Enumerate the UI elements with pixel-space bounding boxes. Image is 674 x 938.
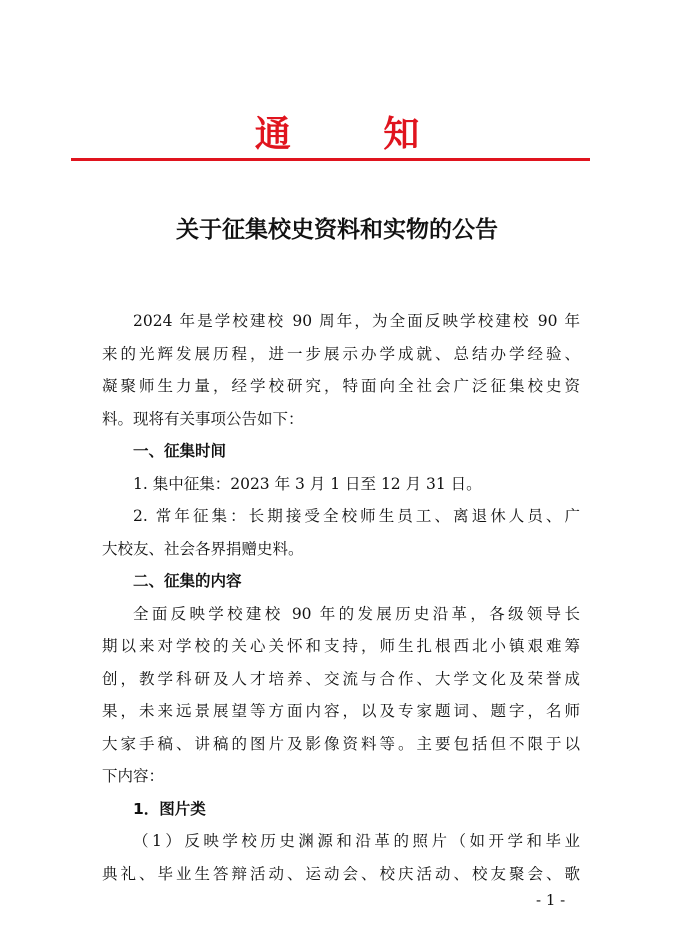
section2-paragraph <box>102 598 580 793</box>
notice-title: 通 知 <box>254 113 460 155</box>
section2-line: 期以来对学校的关心关怀和支持，师生扎根西北小镇艰难筹 <box>102 637 580 655</box>
page-number: - 1 - <box>536 891 566 909</box>
section1-item2-line: 大校友、社会各界捐赠史料。 <box>102 539 304 558</box>
intro-line: 料。现将有关事项公告如下： <box>102 409 304 428</box>
section2-line: 创，教学科研及人才培养、交流与合作、大学文化及荣誉成 <box>102 669 580 688</box>
section2-line: 下内容： <box>102 767 165 785</box>
item-1-1-paragraph <box>102 825 580 890</box>
section1-item2 <box>102 500 580 565</box>
section2-line: 大家手稿、讲稿的图片及影像资料等。主要包括但不限于以 <box>102 734 580 753</box>
intro-line: 来的光辉发展历程，进一步展示办学成就、总结办学经验、 <box>102 344 580 363</box>
section2-line: 全面反映学校建校 90 年的发展历史沿革，各级领导长 <box>133 604 580 623</box>
section1-item2-line: 2. 常年征集：长期接受全校师生员工、离退休人员、广 <box>133 507 580 525</box>
document-body <box>102 305 580 890</box>
red-divider-line <box>71 158 590 161</box>
section-heading-collection-time: 一、征集时间 <box>133 442 227 460</box>
section2-line: 果，未来远景展望等方面内容，以及专家题词、题字，名师 <box>102 702 580 720</box>
item-1-1-line: （1）反映学校历史渊源和沿革的照片（如开学和毕业 <box>133 832 580 850</box>
intro-paragraph <box>102 305 580 435</box>
subheading-pictures: 1．图片类 <box>133 799 206 818</box>
item-1-1-line: 典礼、毕业生答辩活动、运动会、校庆活动、校友聚会、歌 <box>102 864 580 883</box>
document-title: 关于征集校史资料和实物的公告 <box>176 216 498 243</box>
intro-line: 凝聚师生力量，经学校研究，特面向全社会广泛征集校史资 <box>102 377 580 395</box>
section-heading-collection-content: 二、征集的内容 <box>133 572 242 590</box>
intro-line: 2024 年是学校建校 90 周年，为全面反映学校建校 90 年 <box>133 312 580 330</box>
section1-item1: 1. 集中征集：2023 年 3 月 1 日至 12 月 31 日。 <box>133 474 482 493</box>
